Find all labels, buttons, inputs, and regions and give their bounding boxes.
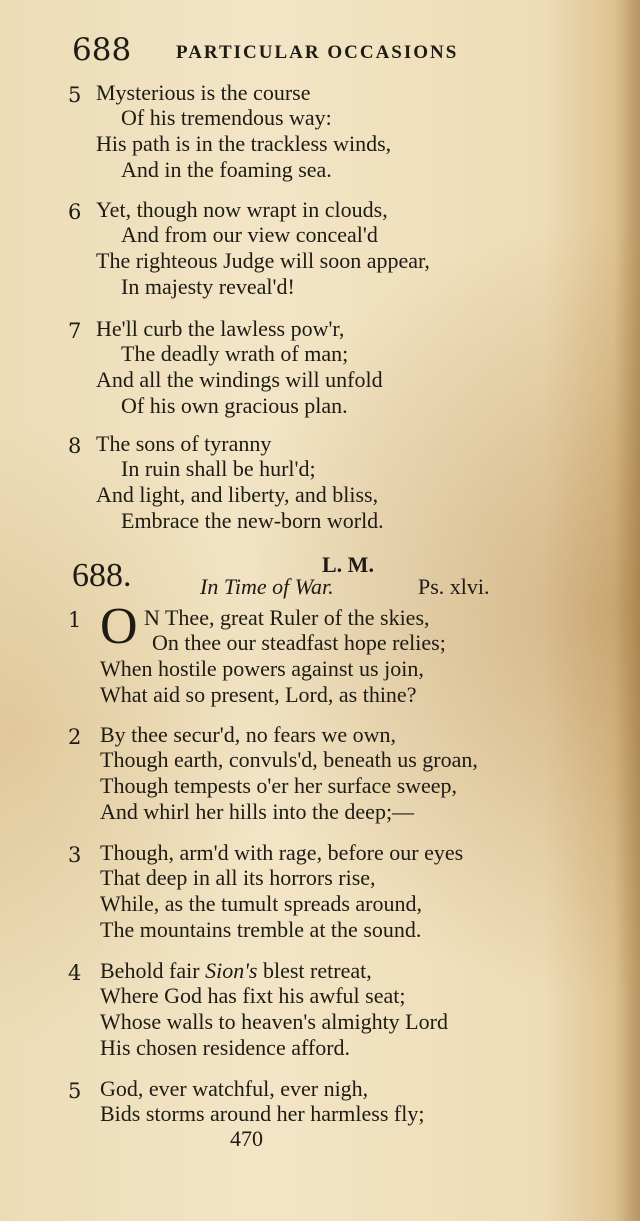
running-title: PARTICULAR OCCASIONS — [176, 42, 459, 63]
verse-line: In majesty reveal'd! — [121, 274, 295, 299]
verse-line-italic-name: Sion's — [205, 958, 258, 983]
verse-number: 2 — [68, 725, 82, 749]
verse-number: 6 — [68, 200, 82, 224]
verse-line-text: Behold fair — [100, 958, 206, 983]
verse-number: 7 — [68, 319, 82, 343]
psalm-reference: Ps. xlvi. — [418, 574, 490, 599]
verse-line: And in the foaming sea. — [121, 157, 332, 182]
verse-line: Bids storms around her harmless fly; — [100, 1101, 425, 1126]
verse-line: By thee secur'd, no fears we own, — [100, 722, 396, 747]
verse-line: Though tempests o'er her surface sweep, — [100, 773, 458, 798]
verse-line: The righteous Judge will soon appear, — [96, 248, 430, 273]
verse-number: 1 — [68, 608, 82, 632]
hymn-meter: L. M. — [322, 552, 374, 577]
verse-line: And light, and liberty, and bliss, — [96, 482, 379, 507]
verse-number: 5 — [68, 1079, 82, 1103]
verse-line: The deadly wrath of man; — [121, 341, 349, 366]
verse-number: 4 — [68, 961, 82, 985]
verse-line: Where God has fixt his awful seat; — [100, 983, 406, 1008]
verse-line: And all the windings will unfold — [96, 367, 383, 392]
verse-line: That deep in all its horrors rise, — [100, 865, 376, 890]
hymn-number: 688. — [72, 557, 132, 594]
verse-number: 5 — [68, 83, 82, 107]
page-gutter-shading — [614, 0, 640, 1221]
verse-line — [100, 958, 372, 984]
hymn-occasion: In Time of War. — [200, 574, 334, 599]
verse-line: Of his own gracious plan. — [121, 393, 348, 418]
verse-line: On thee our steadfast hope relies; — [152, 630, 446, 655]
verse-line: While, as the tumult spreads around, — [100, 891, 422, 916]
verse-line: And from our view conceal'd — [121, 222, 378, 247]
verse-line: And whirl her hills into the deep;— — [100, 799, 415, 824]
verse-line: What aid so present, Lord, as thine? — [100, 682, 417, 707]
drop-cap: O — [100, 598, 138, 655]
verse-line-text: blest retreat, — [257, 958, 372, 983]
verse-line: The sons of tyranny — [96, 431, 272, 456]
verse-line: Of his tremendous way: — [121, 105, 332, 130]
verse-line: He'll curb the lawless pow'r, — [96, 316, 345, 341]
verse-line: When hostile powers against us join, — [100, 656, 424, 681]
verse-line: Whose walls to heaven's almighty Lord — [100, 1009, 448, 1034]
verse-line: The mountains tremble at the sound. — [100, 917, 422, 942]
verse-line: N Thee, great Ruler of the skies, — [144, 605, 430, 630]
verse-line: Though earth, convuls'd, beneath us groan, — [100, 747, 478, 772]
verse-number: 8 — [68, 434, 82, 458]
verse-number: 3 — [68, 843, 82, 867]
verse-line: God, ever watchful, ever nigh, — [100, 1076, 369, 1101]
verse-line: His path is in the trackless winds, — [96, 131, 392, 156]
page-number: 688 — [72, 32, 132, 68]
verse-line: His chosen residence afford. — [100, 1035, 351, 1060]
verse-line: Embrace the new-born world. — [121, 508, 384, 533]
verse-line: In ruin shall be hurl'd; — [121, 456, 316, 481]
verse-line: Mysterious is the course — [96, 80, 311, 105]
verse-line: Yet, though now wrapt in clouds, — [96, 197, 388, 222]
page-header — [72, 30, 532, 74]
signature-mark: 470 — [230, 1126, 263, 1151]
verse-line: Though, arm'd with rage, before our eyes — [100, 840, 464, 865]
